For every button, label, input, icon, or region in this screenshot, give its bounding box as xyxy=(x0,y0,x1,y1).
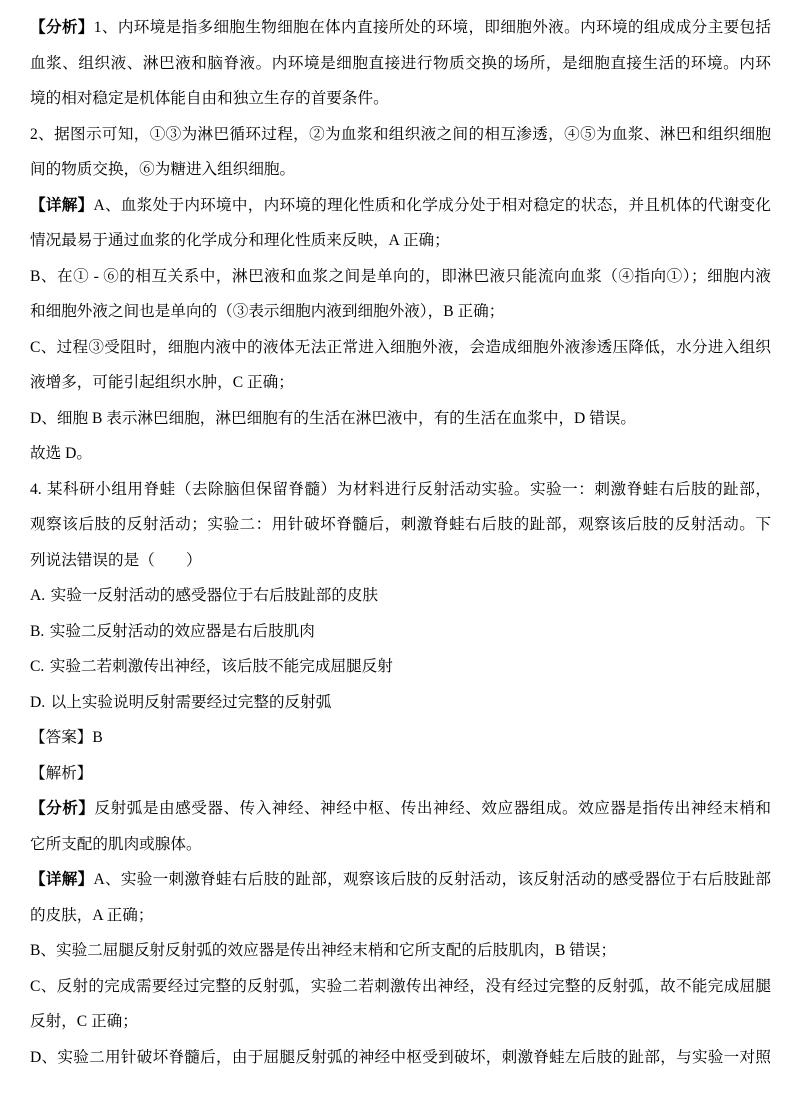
question-stem-line: 观察该后肢的反射活动；实验二：用针破坏脊髓后，刺激脊蛙右后肢的趾部，观察该后肢的反射活动。下 xyxy=(30,516,771,533)
detail-option-b-line: 和细胞外液之间也是单向的（③表示细胞内液到细胞外液），B 正确； xyxy=(30,303,505,320)
analysis-line: 血浆、组织液、淋巴液和脑脊液。内环境是细胞直接进行物质交换的场所，是细胞直接生活的环境。内环 xyxy=(30,54,771,72)
detail-option-a-line: 情况最易于通过血浆的化学成分和理化性质来反映，A 正确； xyxy=(30,232,450,249)
conclusion-line: 故选 D。 xyxy=(30,445,92,462)
question-options xyxy=(30,578,771,720)
option-text: 实验二反射活动的效应器是右后肢肌肉 xyxy=(49,622,315,640)
detail-option-a-line xyxy=(30,862,771,898)
option-text: 实验二若刺激传出神经，该后肢不能完成屈腿反射 xyxy=(49,658,393,675)
detail-option-d-line: D、细胞 B 表示淋巴细胞，淋巴细胞有的生活在淋巴液中，有的生活在血浆中，D 错误。 xyxy=(30,409,636,427)
question-stem-line: 列说法错误的是（ ） xyxy=(30,551,202,569)
analysis-line: 它所支配的肌肉或腺体。 xyxy=(30,835,202,853)
detail-option-c-line: 液增多，可能引起组织水肿，C 正确； xyxy=(30,374,294,391)
detail-option-c-line: 反射，C 正确； xyxy=(30,1013,138,1030)
option-b xyxy=(30,614,771,650)
explanation-label: 【解析】 xyxy=(30,764,93,782)
q4-analysis-section xyxy=(30,791,771,862)
detail-option-b-line: B、在① - ⑥的相互关系中，淋巴液和血浆之间是单向的，即淋巴液只能流向血浆（④指向①）；细胞内液 xyxy=(30,267,771,285)
question-number: 4. xyxy=(30,480,42,498)
question-stem-text: 某科研小组用脊蛙（去除脑但保留脊髓）为材料进行反射活动实验。实验一：刺激脊蛙右后肢的趾部， xyxy=(46,480,771,498)
analysis-line: 2、据图示可知，①③为淋巴循环过程，②为血浆和组织液之间的相互渗透，④⑤为血浆、淋巴和组织细胞 xyxy=(30,125,771,143)
option-letter: C. xyxy=(30,658,45,675)
option-a xyxy=(30,578,771,614)
answer-line xyxy=(30,720,771,756)
detail-label: 【详解】 xyxy=(30,196,94,214)
detail-option-c-line: C、反射的完成需要经过完整的反射弧，实验二若刺激传出神经，没有经过完整的反射弧，故不能完成屈腿 xyxy=(30,977,771,995)
document-page xyxy=(30,10,771,1075)
explanation-heading xyxy=(30,756,771,792)
q4-detail-section xyxy=(30,862,771,1075)
analysis-line: 境的相对稳定是机体能自由和独立生存的首要条件。 xyxy=(30,90,389,107)
analysis-label: 【分析】 xyxy=(30,19,94,36)
question-4 xyxy=(30,472,771,1076)
option-c xyxy=(30,649,771,685)
analysis-line xyxy=(30,10,771,46)
detail-option-a-line xyxy=(30,188,771,224)
analysis-text: 反射弧是由感受器、传入神经、神经中枢、传出神经、效应器组成。效应器是指传出神经末梢和 xyxy=(94,800,771,817)
analysis-line: 间的物质交换，⑥为糖进入组织细胞。 xyxy=(30,161,296,178)
detail-option-d-line: D、实验二用针破坏脊髓后，由于屈腿反射弧的神经中枢受到破坏，刺激脊蛙左后肢的趾部，与实验一对照 xyxy=(30,1048,771,1066)
answer-value: B xyxy=(92,729,103,746)
question-stem-line xyxy=(30,472,771,508)
analysis-label: 【分析】 xyxy=(30,800,95,817)
detail-section xyxy=(30,188,771,472)
option-text: 实验一反射活动的感受器位于右后肢趾部的皮肤 xyxy=(50,587,379,604)
option-d xyxy=(30,685,771,721)
option-letter: D. xyxy=(30,693,46,711)
analysis-text: 1、内环境是指多细胞生物细胞在体内直接所处的环境，即细胞外液。内环境的组成成分主要包括 xyxy=(93,19,771,36)
detail-option-b-line: B、实验二屈腿反射反射弧的效应器是传出神经末梢和它所支配的后肢肌肉，B 错误； xyxy=(30,942,617,959)
option-text: 以上实验说明反射需要经过完整的反射弧 xyxy=(50,693,332,711)
detail-text: A、实验一刺激脊蛙右后肢的趾部，观察该后肢的反射活动，该反射活动的感受器位于右后肢趾部 xyxy=(93,871,771,888)
question-stem xyxy=(30,472,771,579)
previous-question-solution xyxy=(30,10,771,472)
detail-option-c-line: C、过程③受阻时，细胞内液中的液体无法正常进入细胞外液，会造成细胞外液渗透压降低，水分进入组织 xyxy=(30,338,771,356)
detail-text: A、血浆处于内环境中，内环境的理化性质和化学成分处于相对稳定的状态，并且机体的代谢变化 xyxy=(93,196,771,214)
analysis-section xyxy=(30,10,771,188)
detail-label: 【详解】 xyxy=(30,871,94,888)
option-letter: A. xyxy=(30,587,46,604)
option-letter: B. xyxy=(30,622,45,640)
detail-option-a-line: 的皮肤，A 正确； xyxy=(30,906,154,924)
analysis-line xyxy=(30,791,771,827)
answer-label: 【答案】 xyxy=(30,729,93,746)
